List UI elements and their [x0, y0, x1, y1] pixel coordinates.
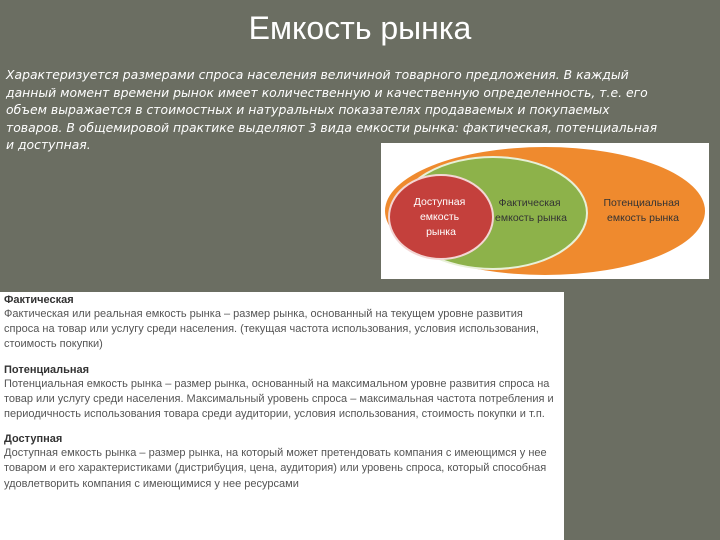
definition-text-available: Доступная емкость рынка – размер рынка, на который может претендовать компания с имеющимся у нее товаром и его характеристиками (дистрибуция, цена, аудитория) или уровень спроса, который способная удовлетворить компания с имеющимися у нее ресурсами	[4, 447, 547, 490]
intro-text: Характеризуется размерами спроса населения величиной товарного предложения. В каждый данный момент времени рынок имеет количественную и качественную определенность, т.е. его объем выражается в стоимостных и натуральных показателях продаваемых и покупаемых товаров. В общемировой практике выделяют 3 вида емкости рынка: фактическая, потенциальная и доступная.	[6, 67, 658, 152]
definition-term-potential: Потенциальная	[4, 363, 90, 376]
slide-title: Емкость рынка	[248, 10, 472, 46]
definitions-panel	[0, 292, 564, 540]
definition-term-actual: Фактическая	[4, 294, 74, 306]
definition-text-actual: Фактическая или реальная емкость рынка – размер рынка, основанный на текущем уровне развития спроса на товар или услугу среди населения. (текущая частота использования, условия использования, стоимость покупки)	[4, 308, 539, 351]
middle-label: Фактическая емкость рынка	[495, 197, 567, 224]
inner-label: Доступная емкость рынка	[413, 196, 466, 238]
definition-term-available: Доступная	[4, 433, 63, 446]
outer-label: Потенциальная емкость рынка	[603, 197, 680, 224]
nested-ellipses-diagram	[381, 143, 709, 279]
definition-text-potential: Потенциальная емкость рынка – размер рынка, основанный на максимальном уровне развития спроса на товар или услугу среди населения. Максимальный уровень спроса – максимальная частота потребления и периодичность использования товара среди аудитории, условия использования, стоимость покупки и т.п.	[4, 377, 554, 421]
market-capacity-diagram	[381, 143, 709, 279]
